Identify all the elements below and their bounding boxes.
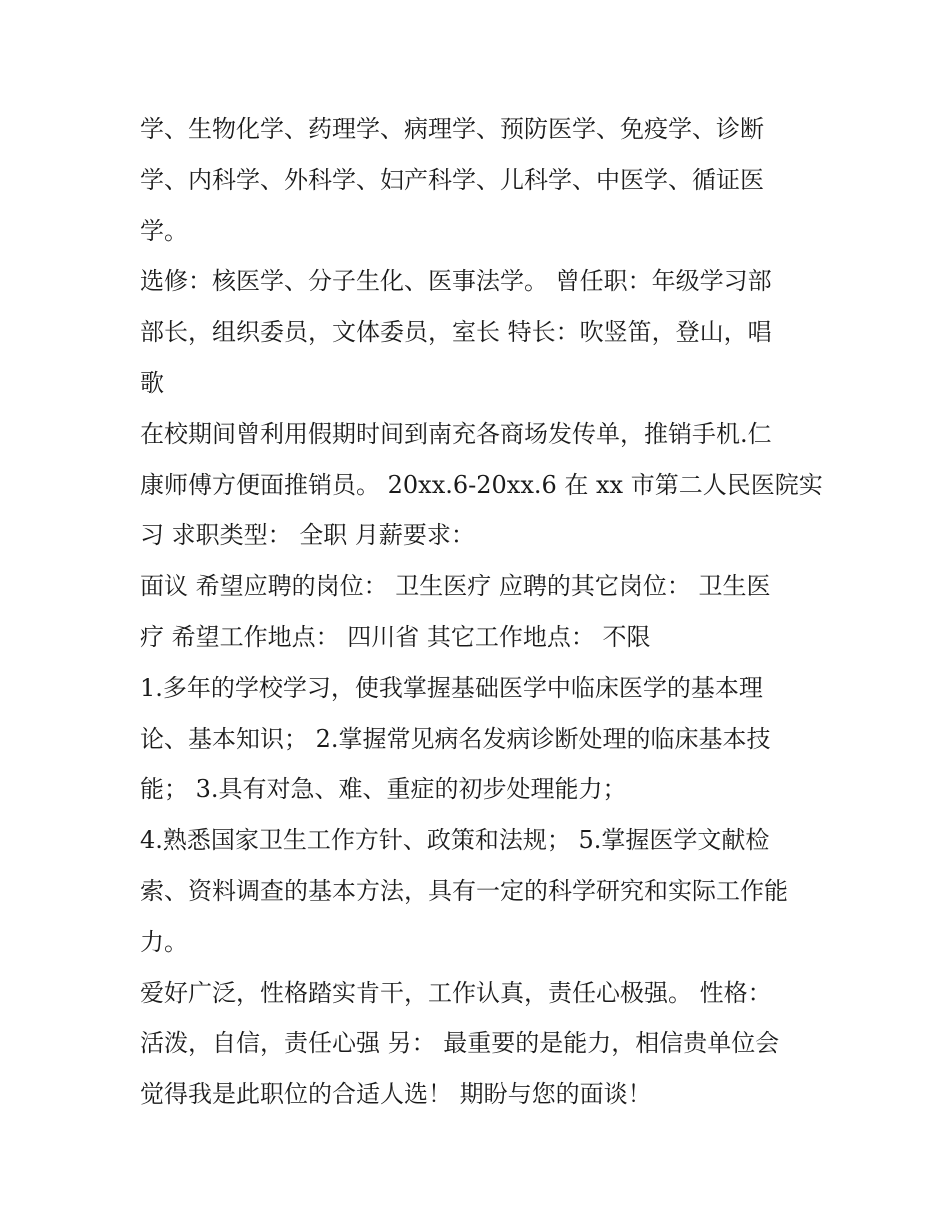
text-line-1: 学、生物化学、药理学、病理学、预防医学、免疫学、诊断 (140, 115, 764, 143)
text-line-12: 1.多年的学校学习，使我掌握基础医学中临床医学的基本理 (140, 673, 763, 702)
text-line-19: 活泼，自信，责任心强 另： 最重要的是能力，相信贵单位会 (140, 1029, 780, 1058)
text-line-10: 面议 希望应聘的岗位： 卫生医疗 应聘的其它岗位： 卫生医 (140, 572, 771, 601)
text-line-3: 学。 (140, 216, 188, 245)
text-line-11: 疗 希望工作地点： 四川省 其它工作地点： 不限 (140, 622, 651, 651)
text-line-14: 能； 3.具有对急、难、重症的初步处理能力； (140, 775, 627, 804)
text-line-4: 选修：核医学、分子生化、医事法学。 曾任职：年级学习部 (140, 267, 772, 296)
text-line-20: 觉得我是此职位的合适人选！ 期盼与您的面谈！ (140, 1080, 652, 1109)
text-line-16: 索、资料调查的基本方法，具有一定的科学研究和实际工作能 (140, 876, 788, 905)
text-line-7: 在校期间曾利用假期时间到南充各商场发传单，推销手机.仁 (140, 419, 772, 448)
document-body (140, 104, 823, 1120)
text-line-18: 爱好广泛，性格踏实肯干，工作认真，责任心极强。 性格： (140, 978, 772, 1007)
text-line-13: 论、基本知识； 2.掌握常见病名发病诊断处理的临床基本技 (140, 724, 771, 753)
text-line-5: 部长，组织委员，文体委员，室长 特长：吹竖笛，登山，唱 (140, 318, 772, 347)
text-line-8: 康师傅方便面推销员。 20xx.6-20xx.6 在 xx 市第二人民医院实 (140, 470, 823, 499)
text-line-6: 歌 (140, 368, 164, 397)
text-line-17: 力。 (140, 927, 188, 956)
text-line-9: 习 求职类型： 全职 月薪要求： (140, 521, 475, 550)
text-line-2: 学、内科学、外科学、妇产科学、儿科学、中医学、循证医 (140, 165, 764, 194)
text-line-15: 4.熟悉国家卫生工作方针、政策和法规； 5.掌握医学文献检 (140, 826, 770, 855)
